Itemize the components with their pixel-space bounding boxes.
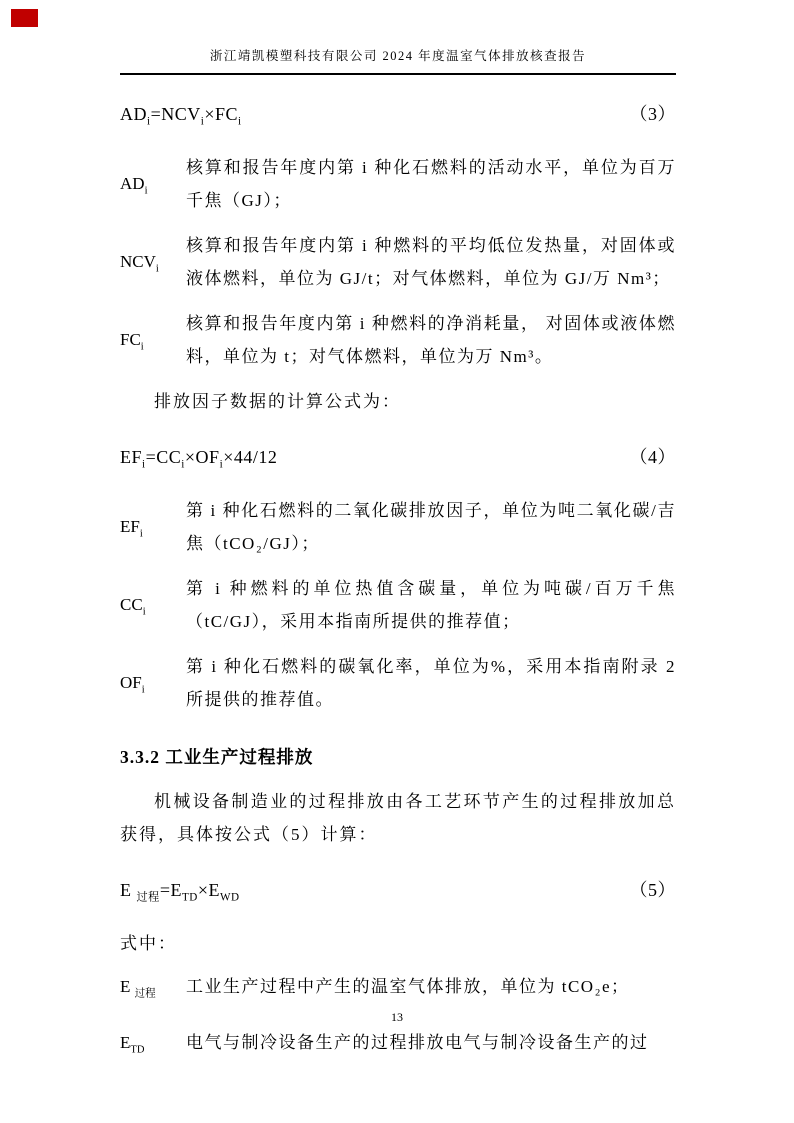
definition-term-etd: $E_{TD}$: [120, 1032, 145, 1055]
formula-3-number: （3）: [629, 104, 676, 124]
formula-5-expression: E $_{过程}=E_{TD}\times E_{WD}$: [120, 880, 240, 904]
paragraph-where: 式中：: [120, 934, 177, 953]
red-mark: [11, 9, 38, 27]
definition-row-fci: [120, 307, 676, 373]
definition-row-etd: [120, 1026, 676, 1059]
definition-list-factors: [120, 494, 676, 716]
formula-3-expression: $AD_i=NCV_i\times FC_i$: [120, 104, 242, 128]
definition-term-e-process: E $_{过程}$: [120, 976, 156, 999]
formula-3: [120, 100, 676, 126]
definition-row-ofi: [120, 650, 676, 716]
definition-row-efi: [120, 494, 676, 560]
definition-text-ofi: 第 i 种化石燃料的碳氧化率，单位为%，采用本指南附录 2 所提供的推荐值。: [186, 657, 676, 709]
definition-list-fuel: [120, 151, 676, 373]
definition-term-efi: $EF_i$: [120, 517, 143, 540]
page-content: [120, 46, 676, 1082]
formula-5-number: （5）: [629, 880, 676, 900]
definition-row-adi: [120, 151, 676, 217]
definition-term-ofi: $OF_i$: [120, 673, 145, 696]
formula-4: [120, 443, 676, 469]
paragraph-process-emission: 机械设备制造业的过程排放由各工艺环节产生的过程排放加总获得，具体按公式（5）计算：: [120, 792, 676, 844]
definition-text-fci: 核算和报告年度内第 i 种燃料的净消耗量， 对固体或液体燃料，单位为 t；对气体燃料，单位为万 Nm³。: [186, 314, 676, 366]
definition-term-cci: $CC_i$: [120, 595, 146, 618]
definition-term-fci: $FC_i$: [120, 330, 144, 353]
page-header-title: 浙江靖凯模塑科技有限公司 2024 年度温室气体排放核查报告: [120, 46, 676, 75]
definition-term-ncvi: $NCV_i$: [120, 252, 159, 275]
definition-term-adi: $AD_i$: [120, 174, 148, 197]
page-number: 13: [391, 1010, 403, 1024]
definition-text-ncvi: 核算和报告年度内第 i 种燃料的平均低位发热量，对固体或液体燃料，单位为 GJ/t；对气体燃料，单位为 GJ/万 Nm³；: [186, 236, 676, 288]
definition-text-e-process: 工业生产过程中产生的温室气体排放，单位为 tCO₂e；: [186, 977, 630, 996]
paragraph-emission-factor-intro: 排放因子数据的计算公式为：: [154, 392, 401, 411]
definition-row-e-process: [120, 970, 676, 1003]
definition-text-etd: 电气与制冷设备生产的过程排放电气与制冷设备生产的过: [186, 1033, 649, 1052]
definition-row-cci: [120, 572, 676, 638]
definition-text-efi: 第 i 种化石燃料的二氧化碳排放因子，单位为吨二氧化碳/吉焦（tCO₂/GJ）；: [186, 501, 676, 553]
formula-4-expression: $EF_i=CC_i\times OF_i\times 44/12$: [120, 447, 278, 471]
formula-4-number: （4）: [629, 447, 676, 467]
formula-5: [120, 876, 676, 902]
definition-text-cci: 第 i 种燃料的单位热值含碳量，单位为吨碳/百万千焦（tC/GJ），采用本指南所提供的推荐值；: [186, 579, 676, 631]
section-heading-332: 3.3.2 工业生产过程排放: [120, 747, 314, 767]
definition-row-ncvi: [120, 229, 676, 295]
definition-text-adi: 核算和报告年度内第 i 种化石燃料的活动水平，单位为百万千焦（GJ）；: [186, 158, 676, 210]
